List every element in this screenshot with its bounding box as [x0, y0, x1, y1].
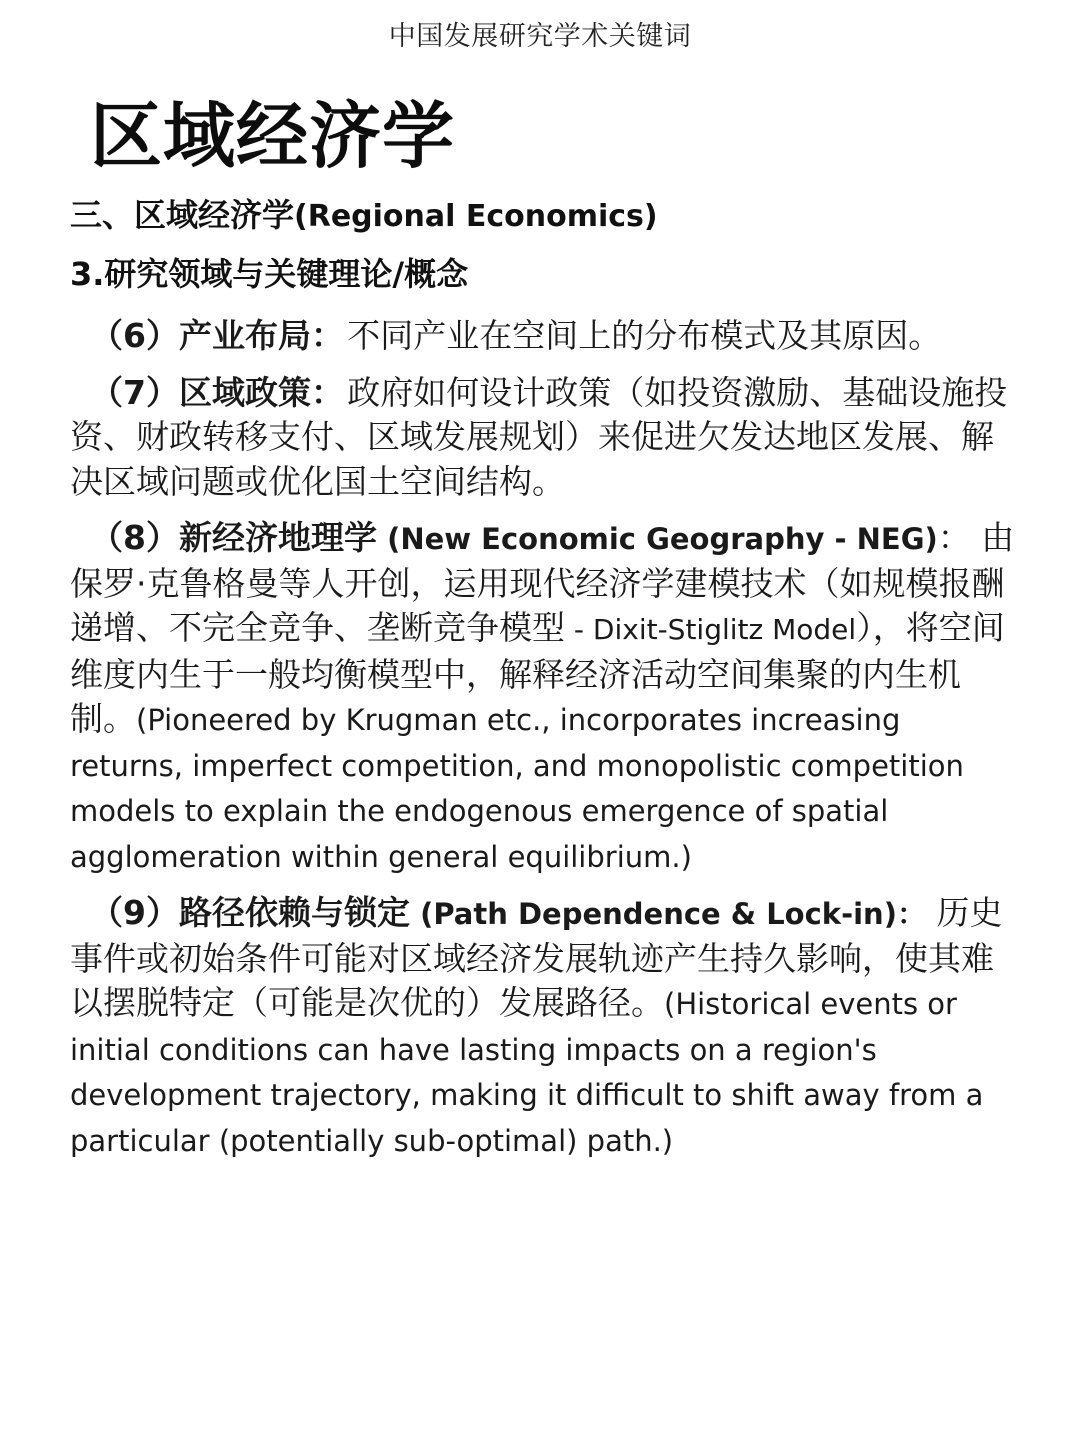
- item-industrial-layout: [70, 314, 1020, 359]
- section-heading-en: (Regional Economics): [294, 199, 658, 234]
- item-label: （6）产业布局：: [90, 316, 344, 355]
- section-heading-cn: 三、区域经济学: [70, 196, 295, 234]
- item-label-en: (New Economic Geography - NEG): [376, 522, 938, 556]
- item-text: 历史事件或初始条件可能对区域经济发展轨迹产生持久影响，使其难以摆脱特定（可能是次优的）发展路径。: [70, 893, 1003, 1022]
- item-text-en: (Historical events or initial conditions can have lasting impacts on a region's development trajectory, making it difficult to shift away from a particular (potentially sub-optimal) path.): [70, 987, 984, 1158]
- item-text-a: 由保罗·克鲁格曼等人开创，运用现代经济学建模技术（如规模报酬递增、不完全竞争、垄断竞争模型: [70, 518, 1015, 647]
- item-new-economic-geography: [70, 516, 1020, 879]
- item-path-dependence: [70, 891, 1020, 1163]
- sub-heading: 3.研究领域与关键理论/概念: [70, 255, 469, 293]
- page-header: 中国发展研究学术关键词: [388, 21, 692, 52]
- item-colon: ：: [937, 518, 971, 557]
- item-text-inline-en: - Dixit-Stiglitz Model: [565, 613, 857, 646]
- item-label: （8）新经济地理学: [90, 518, 377, 557]
- section-heading: [70, 188, 1020, 244]
- item-label-en: (Path Dependence & Lock-in)：: [409, 897, 926, 931]
- page-title: 区域经济学: [90, 94, 456, 178]
- item-label: （9）路径依赖与锁定: [90, 893, 410, 932]
- item-text: 政府如何设计政策（如投资激励、基础设施投资、财政转移支付、区域发展规划）来促进欠发达地区发展、解决区域问题或优化国土空间结构。: [70, 372, 1008, 501]
- item-label: （7）区域政策：: [90, 372, 344, 412]
- item-regional-policy: [70, 371, 1020, 505]
- item-text: 不同产业在空间上的分布模式及其原因。: [347, 316, 942, 355]
- item-text-en: (Pioneered by Krugman etc., incorporates increasing returns, imperfect competition, and monopolistic competition models to explain the endogenous emergence of spatial agglomeration within general equilibrium.): [70, 703, 964, 874]
- item-text-b: ），将空间维度内生于一般均衡模型中，解释经济活动空间集聚的内生机制。: [70, 608, 1005, 738]
- content-body: [70, 188, 1020, 1163]
